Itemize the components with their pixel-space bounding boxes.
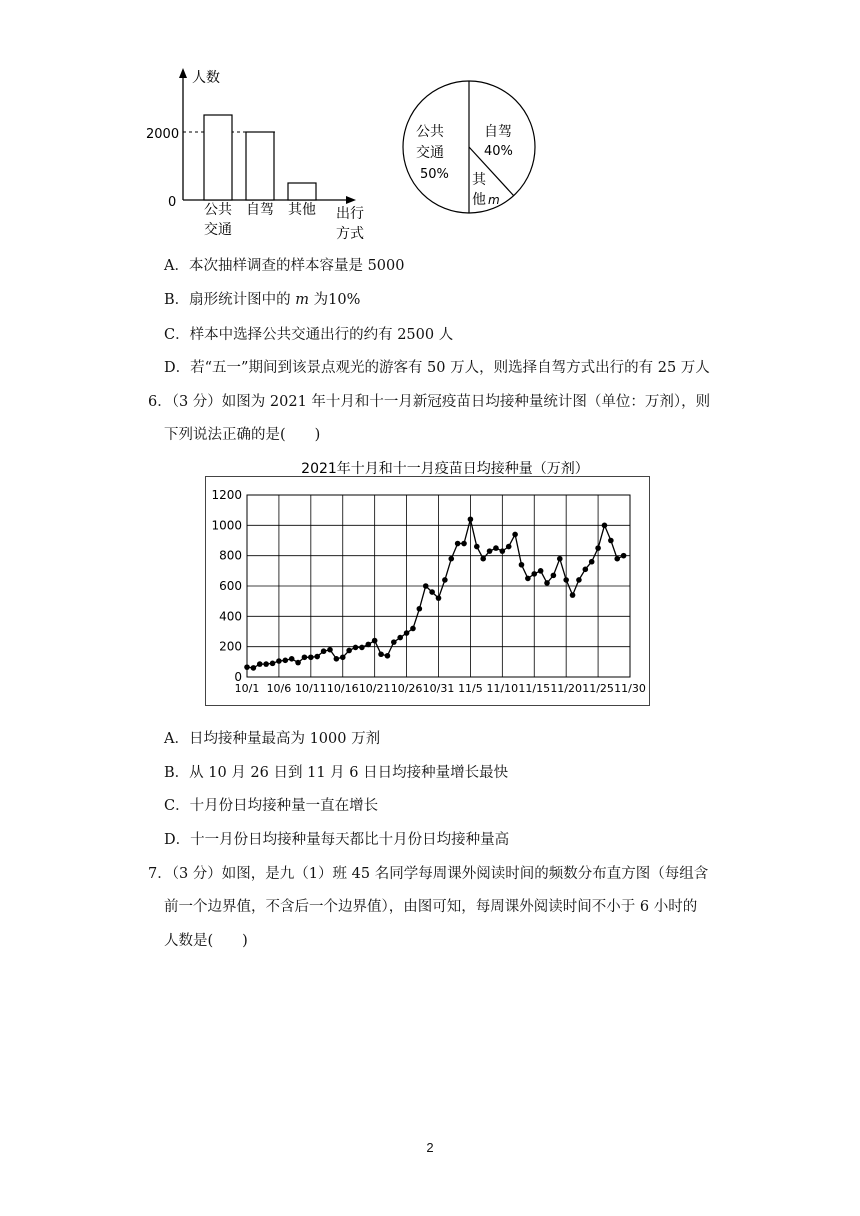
data-point	[372, 638, 378, 644]
data-point	[289, 656, 295, 662]
data-point	[378, 651, 384, 657]
data-point	[621, 553, 627, 559]
q6-option-a: A．日均接种量最高为 1000 万剂	[164, 731, 381, 747]
q5-option-a: A．本次抽样调查的样本容量是 5000	[164, 258, 405, 274]
bar-y-arrow	[179, 68, 187, 78]
data-point	[474, 544, 480, 550]
data-point	[595, 545, 601, 551]
data-point	[544, 580, 550, 586]
data-point	[257, 661, 263, 667]
data-point	[263, 661, 269, 667]
data-point	[404, 630, 410, 636]
q5-option-b-prefix: B．扇形统计图中的	[164, 292, 296, 308]
bar-y-tick-2000: 2000	[146, 127, 180, 142]
x-tick-label: 10/21	[358, 682, 391, 695]
data-point	[583, 567, 589, 573]
q7-stem-line3: 人数是( )	[164, 933, 248, 949]
data-point	[302, 654, 308, 660]
x-tick-label: 10/26	[390, 682, 423, 695]
data-point	[251, 665, 257, 671]
q5-option-b-suffix: 为10%	[309, 292, 361, 308]
data-point	[327, 647, 333, 653]
data-point	[557, 556, 563, 562]
data-point	[334, 656, 340, 662]
data-point	[429, 589, 435, 595]
data-point	[602, 523, 608, 529]
x-tick-label: 11/5	[458, 682, 483, 695]
pie-label-public-transport-b: 交通	[416, 145, 444, 161]
data-point	[417, 606, 423, 612]
data-point	[519, 562, 525, 568]
pie-pct-self-drive: 40%	[484, 144, 513, 159]
data-point	[506, 544, 512, 550]
y-tick-label: 0	[234, 670, 242, 684]
line-chart-title: 2021年十月和十一月疫苗日均接种量（万剂）	[301, 461, 589, 477]
data-point	[365, 642, 371, 648]
data-point	[346, 648, 352, 654]
q6-stem-line2: 下列说法正确的是( )	[164, 427, 321, 443]
bar-cat-label-1b: 交通	[204, 222, 232, 238]
data-point	[423, 583, 429, 589]
data-point	[397, 635, 403, 641]
bar-self-drive	[246, 132, 274, 200]
y-tick-label: 1000	[211, 518, 242, 533]
q6-option-c: C．十月份日均接种量一直在增长	[164, 798, 379, 814]
y-tick-label: 800	[219, 548, 242, 563]
data-point	[500, 548, 506, 554]
q5-pie-chart	[400, 80, 550, 230]
data-point	[283, 658, 289, 664]
bar-x-arrow	[346, 196, 356, 204]
data-point	[455, 541, 461, 547]
q7-stem-line2: 前一个边界值，不含后一个边界值），由图可知，每周课外阅读时间不小于 6 小时的	[164, 899, 698, 915]
x-tick-label: 10/31	[422, 682, 455, 695]
data-point	[442, 577, 448, 583]
data-point	[551, 573, 557, 579]
x-tick-label: 11/15	[518, 682, 551, 695]
x-tick-label: 11/30	[614, 682, 646, 695]
y-tick-label: 600	[219, 579, 242, 593]
data-point	[468, 516, 474, 522]
bar-x-label: 出行	[336, 206, 364, 222]
data-point	[448, 556, 454, 562]
data-point	[487, 548, 493, 554]
q5-bar-chart	[140, 60, 380, 250]
pie-label-other: 其	[472, 172, 486, 188]
data-point	[531, 571, 537, 577]
q6-stem-line1: 6．（3 分）如图为 2021 年十月和十一月新冠疫苗日均接种量统计图（单位：万剂），则	[148, 394, 711, 410]
bar-cat-label-1: 公共	[204, 202, 232, 218]
q5-option-b	[164, 288, 360, 309]
x-tick-label: 11/20	[550, 682, 583, 695]
bar-public-transport	[204, 115, 232, 200]
bar-y-tick-0: 0	[168, 195, 177, 210]
data-point	[493, 545, 499, 551]
y-tick-label: 200	[219, 639, 242, 654]
bar-other	[288, 183, 316, 200]
x-tick-label: 11/10	[486, 682, 519, 695]
data-point	[359, 645, 365, 651]
pie-label-other-var: m	[488, 193, 500, 207]
q6-option-d: D．十一月份日均接种量每天都比十月份日均接种量高	[164, 832, 510, 848]
data-point	[525, 576, 531, 582]
data-point	[461, 541, 467, 547]
bar-cat-label-3: 其他	[288, 202, 316, 218]
line-series	[247, 519, 624, 668]
data-point	[270, 661, 276, 667]
data-point	[563, 577, 569, 583]
y-tick-label: 1200	[211, 488, 242, 502]
q6-line-chart	[205, 455, 660, 707]
x-tick-label: 10/1	[234, 682, 260, 695]
data-point	[276, 658, 282, 664]
data-point	[512, 532, 518, 538]
data-point	[391, 639, 397, 645]
q6-option-b: B．从 10 月 26 日到 11 月 6 日日均接种量增长最快	[164, 765, 509, 781]
data-point	[353, 645, 359, 651]
data-point	[340, 654, 346, 660]
q5-option-d: D．若“五一”期间到该景点观光的游客有 50 万人，则选择自驾方式出行的有 25 万人	[164, 360, 710, 376]
data-point	[480, 556, 486, 562]
data-point	[614, 556, 620, 562]
data-point	[589, 559, 595, 565]
data-point	[244, 664, 250, 670]
data-point	[608, 538, 614, 544]
data-point	[410, 626, 416, 632]
page-number: 2	[426, 1140, 434, 1155]
pie-pct-public-transport: 50%	[420, 167, 449, 182]
q7-stem-line1: 7．（3 分）如图，是九（1）班 45 名同学每周课外阅读时间的频数分布直方图（每组含	[148, 866, 709, 882]
y-tick-label: 400	[219, 609, 242, 624]
x-tick-label: 10/6	[266, 682, 292, 695]
q5-option-b-var: m	[295, 292, 310, 308]
data-point	[314, 654, 320, 660]
data-point	[321, 648, 327, 654]
pie-label-public-transport: 公共	[416, 124, 444, 140]
q5-option-c: C．样本中选择公共交通出行的约有 2500 人	[164, 327, 454, 343]
data-point	[576, 577, 582, 583]
bar-cat-label-2: 自驾	[246, 202, 274, 218]
data-point	[385, 653, 391, 659]
data-point	[538, 568, 544, 574]
data-point	[436, 595, 442, 601]
data-point	[295, 660, 301, 666]
bar-y-label: 人数	[192, 70, 220, 86]
x-tick-label: 11/25	[582, 682, 614, 695]
bar-x-label-b: 方式	[336, 226, 364, 242]
data-point	[570, 592, 576, 598]
x-tick-label: 10/11	[294, 682, 327, 695]
x-tick-label: 10/16	[326, 682, 359, 695]
data-point	[308, 654, 314, 660]
pie-label-self-drive: 自驾	[484, 124, 512, 140]
pie-label-other-b: 他	[472, 192, 486, 208]
